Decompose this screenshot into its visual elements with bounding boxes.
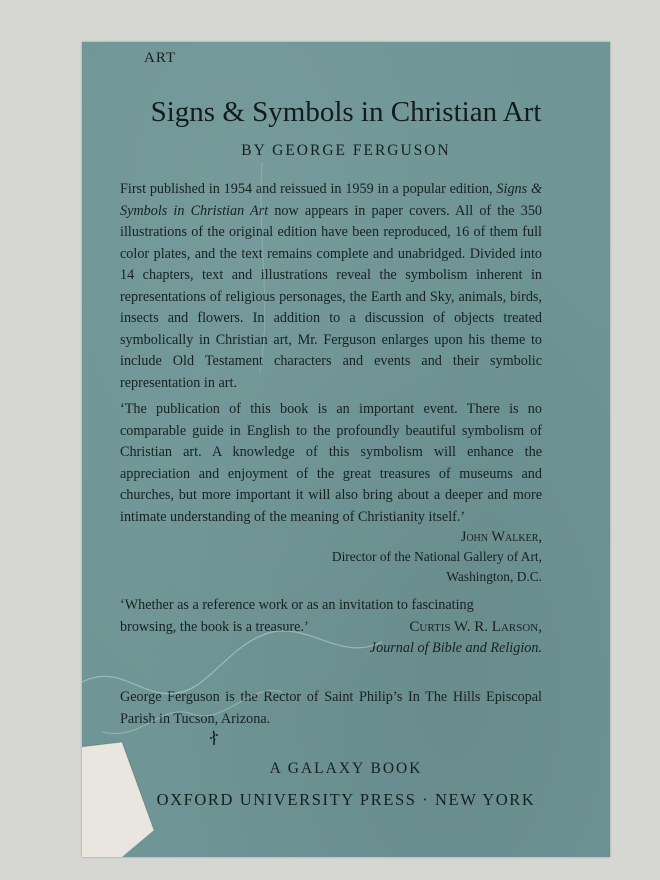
book-title: Signs & Symbols in Christian Art xyxy=(150,96,542,128)
quote2-line2: browsing, the book is a treasure.’ xyxy=(120,618,309,635)
quote2-line1: ‘Whether as a reference work or as an invitation to fascinating xyxy=(120,597,474,613)
publisher-line: OXFORD UNIVERSITY PRESS · NEW YORK xyxy=(156,790,536,809)
attribution-role: Director of the National Gallery of Art, xyxy=(331,549,542,564)
attribution-larson-name: Curtis W. R. Larson, xyxy=(409,618,542,635)
book-back-cover xyxy=(82,42,610,857)
review-quote-walker: ‘The publication of this book is an important event. There is no comparable guide in English to the profoundly beautiful symbolism of Christian art. A knowledge of this symbolism will enhance the appreciation and enjoyment of the great treasures of museums and churches, but more important it will also bring about a deeper and more intimate understanding of the meaning of Christianity itself.’ xyxy=(120,401,542,525)
imprint-label: A GALAXY BOOK xyxy=(269,760,423,777)
description-paragraph xyxy=(120,179,542,394)
attribution-place: Washington, D.C. xyxy=(446,569,542,584)
attribution-walker xyxy=(332,527,542,587)
description-text-rest: now appears in paper covers. All of the 350 illustrations of the original edition have been reproduced, 16 of them full color plates, and the text remains complete and unabridged. Divided into 14 chapters, text and illustrations reveal the symbolism inherent in representations of religious personages, the Earth and Sky, animals, birds, insects and flowers. In addition to a discussion of objects treated symbolically in Christian art, Mr. Ferguson enlarges upon his theme to include Old Testament characters and events and their symbolic representation in art. xyxy=(120,202,543,391)
review-quote-larson xyxy=(120,595,542,660)
author-bio: George Ferguson is the Rector of Saint Philip’s In The Hills Episcopal Parish in Tucson, Arizona. xyxy=(120,689,542,727)
attribution-larson-publication: Journal of Bible and Religion. xyxy=(369,640,542,656)
galaxy-ornament-icon xyxy=(208,730,220,750)
category-label: ART xyxy=(144,50,177,66)
attribution-name: John Walker, xyxy=(460,529,542,545)
author-line: BY GEORGE FERGUSON xyxy=(241,142,451,159)
description-title-reference: Signs & Symbols in Christian Art xyxy=(120,181,543,219)
description-text-start: First published in 1954 and reissued in 1959 in a popular edition, xyxy=(120,181,497,197)
